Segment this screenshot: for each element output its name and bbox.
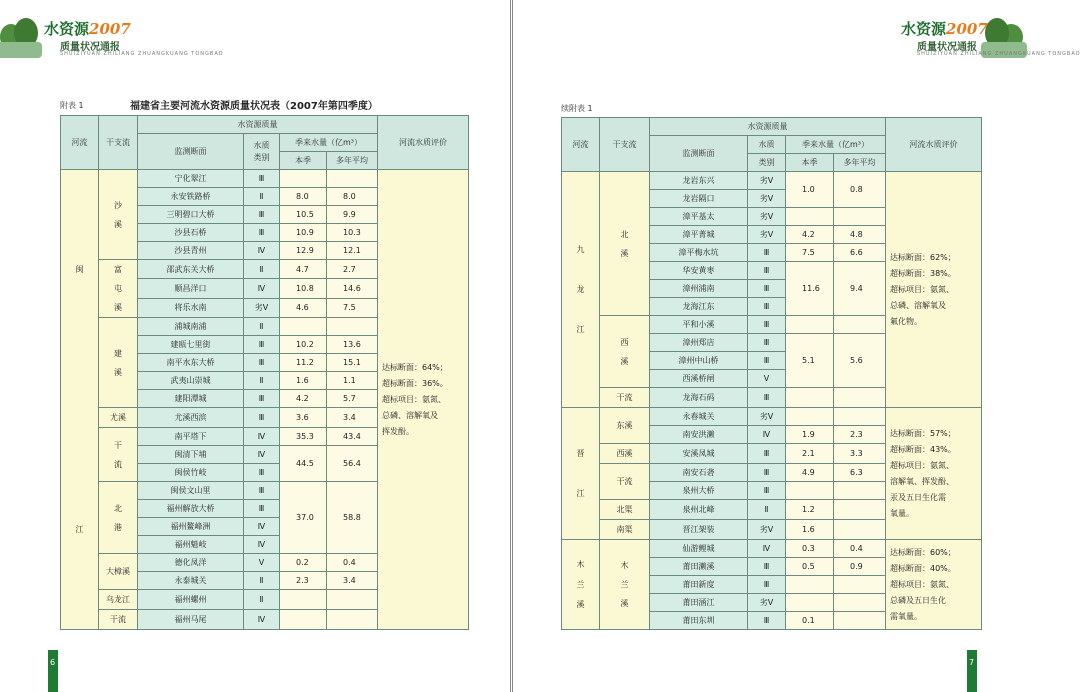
tributary-name: 干 流 bbox=[99, 428, 138, 482]
station-name: 莆田新度 bbox=[650, 576, 748, 594]
average-flow: 0.4 bbox=[834, 540, 886, 558]
water-class: Ⅱ bbox=[244, 590, 280, 610]
average-flow: 10.3 bbox=[327, 224, 378, 242]
station-name: 漳平梅水坑 bbox=[650, 244, 748, 262]
water-class: Ⅳ bbox=[244, 279, 280, 298]
water-class: Ⅲ bbox=[244, 464, 280, 482]
station-name: 武夷山崇城 bbox=[138, 372, 244, 390]
water-class: Ⅲ bbox=[748, 576, 786, 594]
average-flow: 56.4 bbox=[327, 446, 378, 482]
average-flow bbox=[327, 318, 378, 336]
header-water-class: 水质 类别 bbox=[244, 134, 280, 170]
station-name: 晋江架装 bbox=[650, 520, 748, 540]
average-flow: 0.8 bbox=[834, 172, 886, 208]
season-flow: 5.1 bbox=[786, 334, 834, 388]
water-class: Ⅲ bbox=[748, 298, 786, 316]
station-name: 仙游鲤城 bbox=[650, 540, 748, 558]
average-flow: 6.6 bbox=[834, 244, 886, 262]
average-flow: 9.4 bbox=[834, 262, 886, 316]
header-season: 本季 bbox=[786, 154, 834, 172]
water-class: Ⅳ bbox=[244, 242, 280, 260]
season-flow bbox=[280, 318, 327, 336]
water-class: 劣Ⅴ bbox=[748, 208, 786, 226]
water-class: Ⅲ bbox=[748, 316, 786, 334]
table-title: 福建省主要河流水资源质量状况表（2007年第四季度） bbox=[130, 101, 378, 112]
average-flow: 43.4 bbox=[327, 428, 378, 446]
season-flow: 0.1 bbox=[786, 612, 834, 630]
average-flow bbox=[834, 520, 886, 540]
tributary-name: 干流 bbox=[600, 388, 650, 408]
water-evaluation: 达标断面：60%； 超标断面：40%。 超标项目：氨氮、 总磷及五日生化 需氧量。 bbox=[886, 540, 982, 630]
season-flow: 3.6 bbox=[280, 408, 327, 428]
season-flow: 35.3 bbox=[280, 428, 327, 446]
river-name: 九 龙 江 bbox=[562, 172, 600, 408]
season-flow bbox=[786, 388, 834, 408]
tributary-name: 北 溪 bbox=[600, 172, 650, 316]
station-name: 安溪凤城 bbox=[650, 444, 748, 464]
station-name: 邵武东关大桥 bbox=[138, 260, 244, 279]
water-class: Ⅲ bbox=[748, 262, 786, 280]
average-flow bbox=[834, 500, 886, 520]
water-class: Ⅲ bbox=[244, 482, 280, 500]
right-page bbox=[512, 0, 1081, 692]
water-class: Ⅲ bbox=[244, 206, 280, 224]
average-flow bbox=[834, 388, 886, 408]
tributary-name: 南渠 bbox=[600, 520, 650, 540]
station-name: 建阳潭城 bbox=[138, 390, 244, 408]
average-flow: 5.7 bbox=[327, 390, 378, 408]
tributary-name: 大樟溪 bbox=[99, 554, 138, 590]
season-flow: 1.9 bbox=[786, 426, 834, 444]
station-name: 宁化翠江 bbox=[138, 170, 244, 188]
season-flow: 10.8 bbox=[280, 279, 327, 298]
water-class: Ⅴ bbox=[748, 370, 786, 388]
logo-subtitle: 质量状况通报 bbox=[60, 42, 120, 53]
station-name: 沙县青州 bbox=[138, 242, 244, 260]
water-class: Ⅲ bbox=[748, 244, 786, 262]
average-flow bbox=[834, 316, 886, 334]
water-class: 劣Ⅴ bbox=[748, 172, 786, 190]
water-class: Ⅲ bbox=[244, 354, 280, 372]
station-name: 德化凤洋 bbox=[138, 554, 244, 572]
average-flow: 3.3 bbox=[834, 444, 886, 464]
station-name: 永春城关 bbox=[650, 408, 748, 426]
season-flow: 1.0 bbox=[786, 172, 834, 208]
water-class: Ⅳ bbox=[748, 426, 786, 444]
water-evaluation: 达标断面：57%； 超标断面：43%。 超标项目：氨氮、 溶解氧、挥发酚、 汞及五日生化需 氧量。 bbox=[886, 408, 982, 540]
average-flow: 7.5 bbox=[327, 298, 378, 317]
page-number: 6 bbox=[50, 658, 56, 667]
water-class: Ⅱ bbox=[244, 372, 280, 390]
water-evaluation: 达标断面：62%； 超标断面：38%。 超标项目：氨氮、 总磷、溶解氧及 氟化物。 bbox=[886, 172, 982, 408]
tributary-name: 沙 溪 bbox=[99, 170, 138, 260]
header-season: 本季 bbox=[280, 152, 327, 170]
header-flow: 季来水量（亿m³） bbox=[280, 134, 378, 152]
water-class: Ⅳ bbox=[244, 446, 280, 464]
season-flow: 37.0 bbox=[280, 482, 327, 554]
water-class: 劣Ⅴ bbox=[244, 298, 280, 317]
water-class: 劣Ⅴ bbox=[748, 594, 786, 612]
header-evaluation: 河流水质评价 bbox=[378, 116, 469, 170]
water-class: Ⅱ bbox=[244, 260, 280, 279]
water-class: Ⅳ bbox=[244, 536, 280, 554]
station-name: 三明碧口大桥 bbox=[138, 206, 244, 224]
average-flow: 0.4 bbox=[327, 554, 378, 572]
station-name: 闽侯竹岐 bbox=[138, 464, 244, 482]
water-class: Ⅲ bbox=[244, 390, 280, 408]
header-average: 多年平均 bbox=[834, 154, 886, 172]
water-class: 劣Ⅴ bbox=[748, 226, 786, 244]
tributary-name: 木 兰 溪 bbox=[600, 540, 650, 630]
water-quality-table-continued bbox=[561, 117, 982, 630]
page-number: 7 bbox=[969, 658, 975, 667]
table-label: 续附表 1 bbox=[561, 104, 593, 113]
season-flow: 1.6 bbox=[280, 372, 327, 390]
tributary-name: 建 溪 bbox=[99, 318, 138, 408]
station-name: 闽清下埔 bbox=[138, 446, 244, 464]
water-evaluation: 达标断面：64%； 超标断面：36%。 超标项目：氨氮、 总磷、溶解氧及 挥发酚。 bbox=[378, 170, 469, 630]
season-flow: 12.9 bbox=[280, 242, 327, 260]
header-river: 河流 bbox=[61, 116, 99, 170]
river-name: 晋 江 bbox=[562, 408, 600, 540]
station-name: 莆田东圳 bbox=[650, 612, 748, 630]
season-flow bbox=[786, 594, 834, 612]
water-class: Ⅲ bbox=[244, 336, 280, 354]
season-flow bbox=[786, 576, 834, 594]
average-flow bbox=[834, 612, 886, 630]
station-name: 西溪桥闸 bbox=[650, 370, 748, 388]
average-flow: 2.3 bbox=[834, 426, 886, 444]
table-row bbox=[562, 408, 982, 426]
average-flow: 3.4 bbox=[327, 408, 378, 428]
table-row bbox=[562, 172, 982, 190]
average-flow bbox=[834, 208, 886, 226]
water-class: Ⅲ bbox=[748, 388, 786, 408]
station-name: 南平塔下 bbox=[138, 428, 244, 446]
water-class: 劣Ⅴ bbox=[748, 190, 786, 208]
season-flow: 11.6 bbox=[786, 262, 834, 316]
station-name: 福州鳌峰洲 bbox=[138, 518, 244, 536]
header-quality-group: 水资源质量 bbox=[650, 118, 886, 136]
water-class: Ⅱ bbox=[244, 572, 280, 590]
season-flow: 0.5 bbox=[786, 558, 834, 576]
average-flow bbox=[327, 170, 378, 188]
header-station: 监测断面 bbox=[650, 136, 748, 172]
tree-decoration bbox=[0, 10, 46, 60]
header-water-class-2: 类别 bbox=[748, 154, 786, 172]
station-name: 沙县石桥 bbox=[138, 224, 244, 242]
tributary-name: 干流 bbox=[99, 610, 138, 630]
water-class: Ⅲ bbox=[748, 280, 786, 298]
season-flow: 0.3 bbox=[786, 540, 834, 558]
average-flow: 6.3 bbox=[834, 464, 886, 482]
water-class: Ⅳ bbox=[244, 610, 280, 630]
average-flow bbox=[834, 576, 886, 594]
tributary-name: 北渠 bbox=[600, 500, 650, 520]
station-name: 永泰城关 bbox=[138, 572, 244, 590]
average-flow bbox=[834, 482, 886, 500]
station-name: 闽侯文山里 bbox=[138, 482, 244, 500]
season-flow: 4.6 bbox=[280, 298, 327, 317]
average-flow: 2.7 bbox=[327, 260, 378, 279]
station-name: 漳平菁城 bbox=[650, 226, 748, 244]
season-flow: 4.7 bbox=[280, 260, 327, 279]
station-name: 南安洪濑 bbox=[650, 426, 748, 444]
water-class: Ⅲ bbox=[748, 482, 786, 500]
season-flow: 44.5 bbox=[280, 446, 327, 482]
station-name: 泉州大桥 bbox=[650, 482, 748, 500]
logo bbox=[901, 18, 1081, 60]
water-class: Ⅱ bbox=[244, 188, 280, 206]
logo bbox=[44, 18, 224, 60]
season-flow: 8.0 bbox=[280, 188, 327, 206]
station-name: 漳州浦南 bbox=[650, 280, 748, 298]
station-name: 南平水东大桥 bbox=[138, 354, 244, 372]
water-class: Ⅲ bbox=[244, 408, 280, 428]
water-class: Ⅲ bbox=[748, 352, 786, 370]
water-class: Ⅲ bbox=[244, 224, 280, 242]
season-flow bbox=[786, 316, 834, 334]
station-name: 尤溪西滨 bbox=[138, 408, 244, 428]
header-flow: 季来水量（亿m³） bbox=[786, 136, 886, 154]
season-flow: 10.5 bbox=[280, 206, 327, 224]
average-flow: 9.9 bbox=[327, 206, 378, 224]
water-class: Ⅱ bbox=[244, 318, 280, 336]
tributary-name: 乌龙江 bbox=[99, 590, 138, 610]
season-flow: 2.3 bbox=[280, 572, 327, 590]
average-flow: 58.8 bbox=[327, 482, 378, 554]
water-class: Ⅲ bbox=[748, 558, 786, 576]
water-class: Ⅲ bbox=[748, 444, 786, 464]
station-name: 南安石砻 bbox=[650, 464, 748, 482]
station-name: 漳州郑店 bbox=[650, 334, 748, 352]
season-flow: 10.2 bbox=[280, 336, 327, 354]
station-name: 龙岩隔口 bbox=[650, 190, 748, 208]
season-flow: 4.2 bbox=[280, 390, 327, 408]
station-name: 漳平基太 bbox=[650, 208, 748, 226]
season-flow bbox=[280, 170, 327, 188]
water-class: 劣Ⅴ bbox=[748, 520, 786, 540]
header-quality-group: 水资源质量 bbox=[138, 116, 378, 134]
average-flow bbox=[327, 610, 378, 630]
season-flow: 4.2 bbox=[786, 226, 834, 244]
season-flow bbox=[786, 208, 834, 226]
logo-brand: 水资源2007 bbox=[44, 20, 131, 38]
season-flow bbox=[786, 408, 834, 426]
average-flow: 1.1 bbox=[327, 372, 378, 390]
header-tributary: 干支流 bbox=[99, 116, 138, 170]
station-name: 华安黄枣 bbox=[650, 262, 748, 280]
water-class: Ⅳ bbox=[244, 428, 280, 446]
tributary-name: 尤溪 bbox=[99, 408, 138, 428]
season-flow: 10.9 bbox=[280, 224, 327, 242]
average-flow: 14.6 bbox=[327, 279, 378, 298]
station-name: 莆田濑溪 bbox=[650, 558, 748, 576]
logo-subtitle: 质量状况通报 bbox=[917, 42, 977, 53]
header-station: 监测断面 bbox=[138, 134, 244, 170]
season-flow: 7.5 bbox=[786, 244, 834, 262]
average-flow: 0.9 bbox=[834, 558, 886, 576]
water-class: Ⅳ bbox=[244, 518, 280, 536]
header-tributary: 干支流 bbox=[600, 118, 650, 172]
average-flow: 5.6 bbox=[834, 334, 886, 388]
average-flow bbox=[834, 594, 886, 612]
logo-brand: 水资源2007 bbox=[901, 20, 988, 38]
water-class: Ⅲ bbox=[748, 612, 786, 630]
average-flow: 8.0 bbox=[327, 188, 378, 206]
season-flow: 4.9 bbox=[786, 464, 834, 482]
tributary-name: 西溪 bbox=[600, 444, 650, 464]
station-name: 龙海江东 bbox=[650, 298, 748, 316]
header-water-class: 水质 bbox=[748, 136, 786, 154]
season-flow: 11.2 bbox=[280, 354, 327, 372]
season-flow bbox=[786, 482, 834, 500]
season-flow: 1.2 bbox=[786, 500, 834, 520]
tributary-name: 东溪 bbox=[600, 408, 650, 444]
season-flow: 0.2 bbox=[280, 554, 327, 572]
header-river: 河流 bbox=[562, 118, 600, 172]
average-flow bbox=[327, 590, 378, 610]
station-name: 建瓯七里街 bbox=[138, 336, 244, 354]
station-name: 永安铁路桥 bbox=[138, 188, 244, 206]
station-name: 顺昌洋口 bbox=[138, 279, 244, 298]
logo-pinyin: SHUIZIYUAN ZHILIANG ZHUANGKUANG TONGBAO bbox=[60, 51, 224, 57]
water-class: Ⅲ bbox=[748, 464, 786, 482]
page-number-badge bbox=[967, 650, 977, 692]
average-flow: 13.6 bbox=[327, 336, 378, 354]
water-class: Ⅴ bbox=[244, 554, 280, 572]
tributary-name: 富 屯 溪 bbox=[99, 260, 138, 318]
water-class: Ⅳ bbox=[748, 540, 786, 558]
left-page bbox=[0, 0, 511, 692]
station-name: 福州马尾 bbox=[138, 610, 244, 630]
station-name: 福州解放大桥 bbox=[138, 500, 244, 518]
table-row bbox=[61, 170, 469, 188]
season-flow bbox=[280, 590, 327, 610]
tributary-name: 西 溪 bbox=[600, 316, 650, 388]
station-name: 漳州中山桥 bbox=[650, 352, 748, 370]
water-class: Ⅲ bbox=[244, 170, 280, 188]
station-name: 浦城南浦 bbox=[138, 318, 244, 336]
season-flow: 1.6 bbox=[786, 520, 834, 540]
water-class: Ⅲ bbox=[748, 334, 786, 352]
average-flow: 3.4 bbox=[327, 572, 378, 590]
station-name: 将乐水南 bbox=[138, 298, 244, 317]
station-name: 龙岩东兴 bbox=[650, 172, 748, 190]
water-quality-table bbox=[60, 115, 469, 630]
page-number-badge bbox=[48, 650, 58, 692]
station-name: 福州螺州 bbox=[138, 590, 244, 610]
station-name: 莆田涵江 bbox=[650, 594, 748, 612]
average-flow: 15.1 bbox=[327, 354, 378, 372]
river-name: 木 兰 溪 bbox=[562, 540, 600, 630]
tributary-name: 北 港 bbox=[99, 482, 138, 554]
river-name: 闽 江 bbox=[61, 170, 99, 630]
tributary-name: 干流 bbox=[600, 464, 650, 500]
table-label: 附表 1 bbox=[60, 101, 84, 110]
average-flow bbox=[834, 408, 886, 426]
logo-pinyin: SHUIZIYUAN ZHILIANG ZHUANGKUANG TONGBAO bbox=[917, 51, 1081, 57]
station-name: 泉州北峰 bbox=[650, 500, 748, 520]
station-name: 龙海石码 bbox=[650, 388, 748, 408]
header-average: 多年平均 bbox=[327, 152, 378, 170]
average-flow: 4.8 bbox=[834, 226, 886, 244]
station-name: 平和小溪 bbox=[650, 316, 748, 334]
water-class: Ⅱ bbox=[748, 500, 786, 520]
water-class: 劣Ⅴ bbox=[748, 408, 786, 426]
table-row bbox=[562, 540, 982, 558]
season-flow bbox=[280, 610, 327, 630]
season-flow: 2.1 bbox=[786, 444, 834, 464]
average-flow: 12.1 bbox=[327, 242, 378, 260]
header-evaluation: 河流水质评价 bbox=[886, 118, 982, 172]
water-class: Ⅲ bbox=[244, 500, 280, 518]
station-name: 福州魁岐 bbox=[138, 536, 244, 554]
